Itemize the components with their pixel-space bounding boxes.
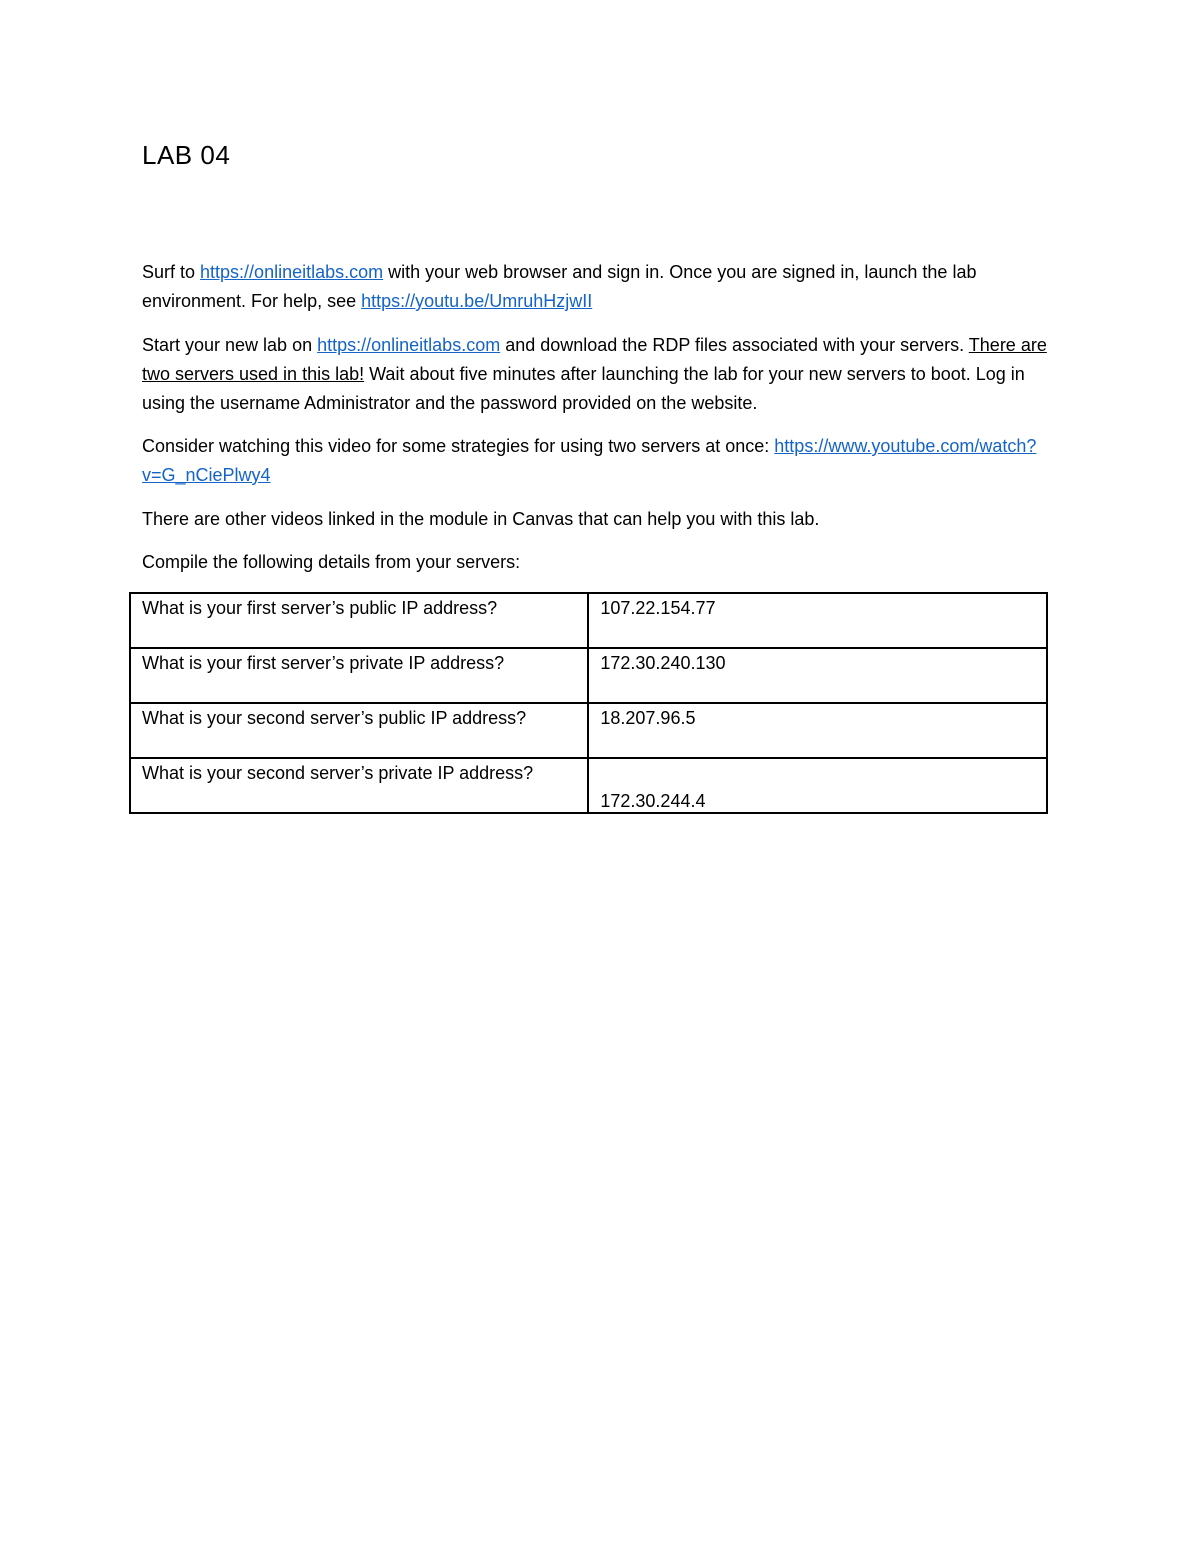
paragraph-text: Wait about five minutes after launching the lab for your new servers to boot. Log in using the username Administrator and the password provided on the website.	[142, 364, 1025, 413]
answer-cell[interactable]: 18.207.96.5	[588, 703, 1047, 758]
onlineitlabs-link[interactable]: https://onlineitlabs.com	[317, 335, 501, 355]
onlineitlabs-link[interactable]: https://onlineitlabs.com	[200, 262, 384, 282]
answer-cell[interactable]: 172.30.240.130	[588, 648, 1047, 703]
paragraph-video	[142, 432, 1062, 490]
document-title: LAB 04	[142, 140, 231, 170]
paragraph-text: with your web browser and sign in. Once you are signed in, launch the lab environment. For help, see	[142, 262, 977, 311]
table-row	[130, 703, 1047, 758]
question-cell: What is your second server’s public IP address?	[130, 703, 588, 758]
question-cell: What is your second server’s private IP address?	[130, 758, 588, 813]
paragraph-text: and download the RDP files associated with your servers.	[500, 335, 969, 355]
help-video-link[interactable]: https://youtu.be/UmruhHzjwII	[361, 291, 593, 311]
paragraph-compile: Compile the following details from your servers:	[142, 552, 521, 572]
paragraph-sign-in	[142, 258, 1062, 316]
paragraph-text: Start your new lab on	[142, 335, 318, 355]
paragraph-canvas-videos: There are other videos linked in the module in Canvas that can help you with this lab.	[142, 509, 820, 529]
server-details-table	[129, 592, 1048, 814]
paragraph-text: Consider watching this video for some strategies for using two servers at once:	[142, 436, 775, 456]
answer-cell[interactable]: 172.30.244.4	[588, 758, 1047, 813]
question-cell: What is your first server’s private IP address?	[130, 648, 588, 703]
paragraph-start-lab	[142, 331, 1062, 418]
paragraph-text: Surf to	[142, 262, 201, 282]
table-row	[130, 648, 1047, 703]
table-row	[130, 593, 1047, 648]
table-row	[130, 758, 1047, 813]
answer-cell[interactable]: 107.22.154.77	[588, 593, 1047, 648]
strategies-video-link[interactable]: https://www.youtube.com/watch?v=G_nCiePlwy4	[142, 436, 1037, 485]
question-cell: What is your first server’s public IP address?	[130, 593, 588, 648]
two-servers-note: There are two servers used in this lab!	[142, 335, 1047, 384]
